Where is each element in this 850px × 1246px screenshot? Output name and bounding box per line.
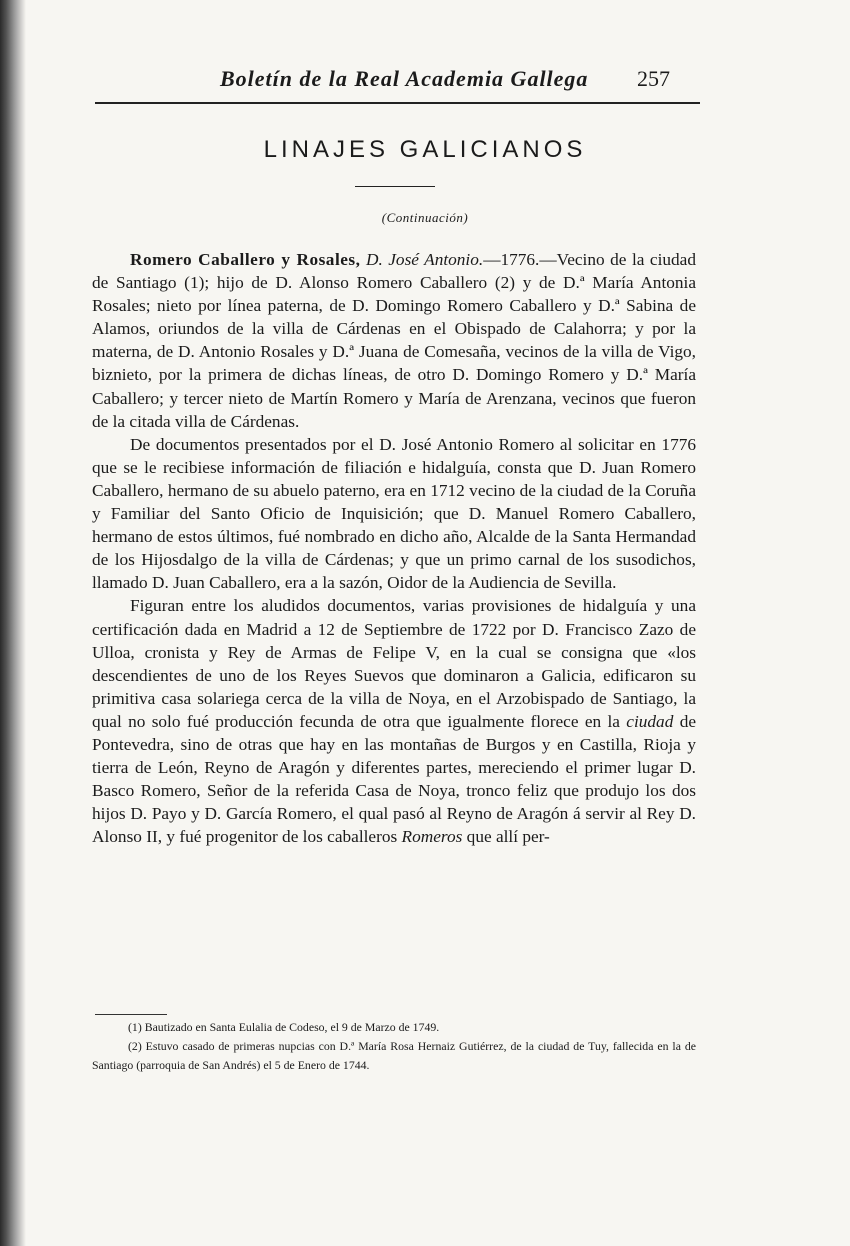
paragraph-3 [92, 594, 696, 848]
article-body [92, 248, 696, 848]
footnote-1: (1) Bautizado en Santa Eulalia de Codeso, el 9 de Marzo de 1749. [128, 1020, 440, 1034]
paragraph-1-text: —1776.—Vecino de la ciudad de Santiago (1); hijo de D. Alonso Romero Caballero (2) y de D.ª María Antonia Rosales; nieto por línea paterna, de D. Domingo Romero Caballero y D.ª Sabina de Alamos, oriundos de la villa de Cárdenas en el Obispado de Calahorra; y por la materna, de D. Antonio Rosales y D.ª Juana de Comesaña, vecinos de la villa de Vigo, biznieto, por la primera de dichas líneas, de otro D. Domingo Romero y D.ª María Caballero; y tercer nieto de Martín Romero y María de Arenzana, vecinos que fueron de la citada villa de Cárdenas. [92, 250, 696, 431]
footnote-2: (2) Estuvo casado de primeras nupcias con D.ª María Rosa Hernaiz Gutiérrez, de la ciudad de Tuy, fallecida en la de Santiago (parroquia de San Andrés) el 5 de Enero de 1744. [92, 1039, 696, 1072]
person-name: D. José Antonio. [365, 250, 484, 269]
paragraph-2: De documentos presentados por el D. José Antonio Romero al solicitar en 1776 que se le recibiese información de filiación e hidalguía, consta que D. Juan Romero Caballero, hermano de su abuelo paterno, era en 1712 vecino de la ciudad de la Coruña y Familiar del Santo Oficio de Inquisición; que D. Manuel Romero Caballero, hermano de estos últimos, fué nombrado en dicho año, Alcalde de la Santa Hermandad de los Hijosdalgo de la villa de Cárdenas; y que un primo carnal de los susodichos, llamado D. Juan Caballero, era a la sazón, Oidor de la Audiencia de Sevilla. [92, 434, 696, 593]
footnotes [92, 1018, 696, 1075]
italic-romeros: Romeros [401, 827, 463, 847]
italic-ciudad: ciudad [626, 711, 674, 731]
paragraph-3-part-c: que allí per- [466, 827, 550, 847]
paragraph-1 [92, 248, 696, 433]
paragraph-3-part-a: Figuran entre los aludidos documentos, varias provisiones de hidalguía y una certificación dada en Madrid a 12 de Septiembre de 1722 por D. Francisco Zazo de Ulloa, cronista y Rey de Armas de Felipe V, en la cual se consigna que «los descendientes de uno de los Reyes Suevos que dominaron a Galicia, edificaron su primitiva casa solariega cerca de la villa de Noya, en el Arzobispado de Santiago, la qual no solo fué producción fecunda de otra que igualmente florece en la [92, 596, 696, 731]
title-rule [355, 186, 435, 187]
footnote-rule [95, 1014, 167, 1015]
paragraph-3-part-b: de Pontevedra, sino de otras que hay en las montañas de Burgos y en Castilla, Rioja y tierra de León, Reyno de Aragón y diferentes partes, mereciendo el primer lugar D. Basco Romero, Señor de la referida Casa de Noya, tronco feliz que produjo los dos hijos D. Payo y D. García Romero, el qual pasó al Reyno de Aragón á servir al Rey D. Alonso II, y fué progenitor de los caballeros [92, 711, 696, 847]
page-number: 257 [637, 66, 670, 91]
page-header [95, 62, 700, 104]
continuation-label: (Continuación) [381, 210, 469, 225]
lineage-name: Romero Caballero y Rosales, [130, 250, 361, 269]
book-spine-shadow [0, 0, 26, 1246]
running-title: Boletín de la Real Academia Gallega [220, 66, 589, 91]
article-title: LINAJES GALICIANOS [263, 136, 587, 163]
